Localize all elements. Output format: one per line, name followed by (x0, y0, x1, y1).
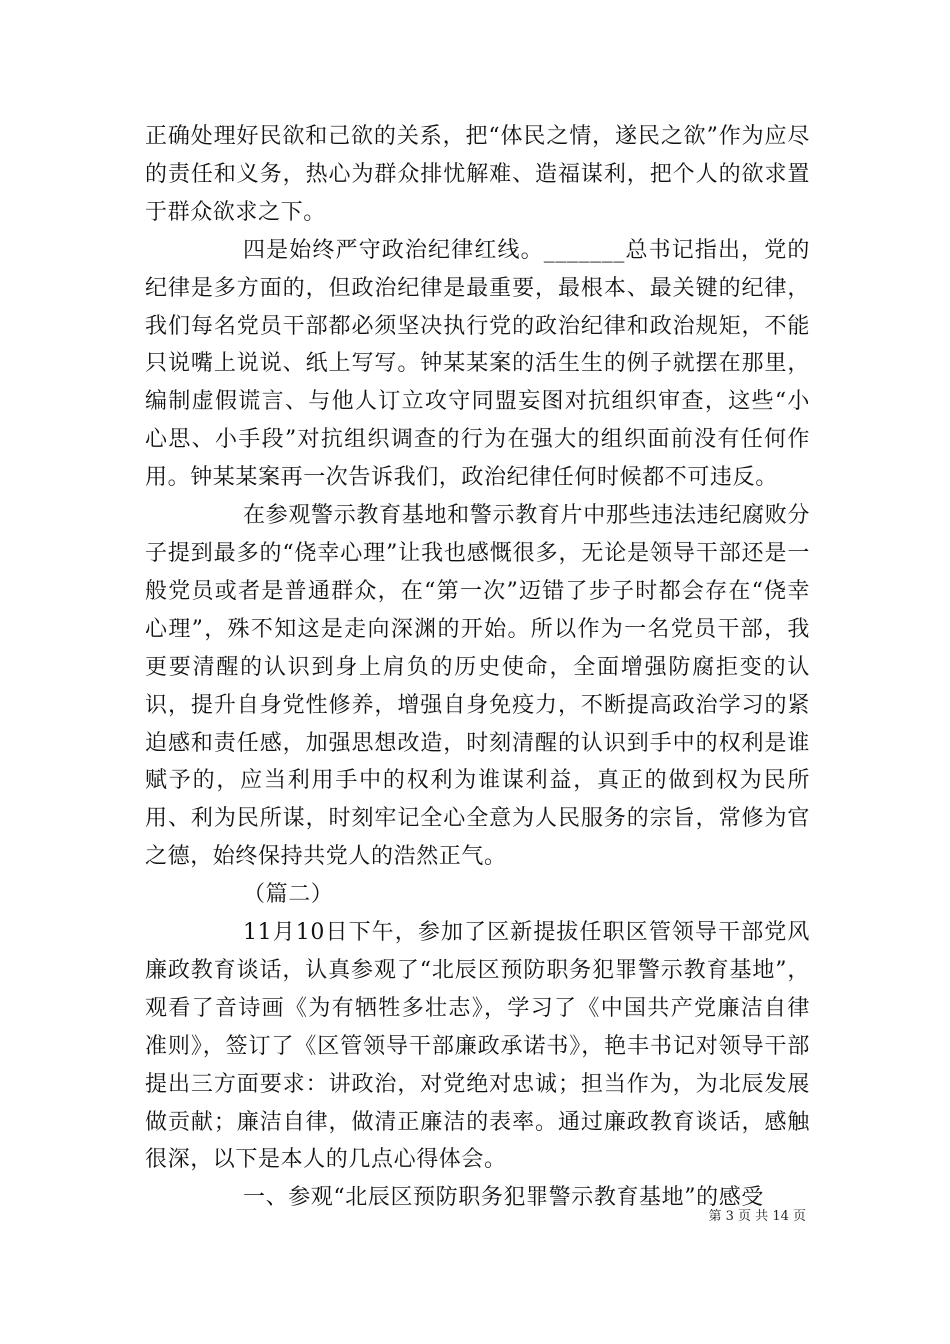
document-body (145, 118, 810, 1217)
page-number: 第 3 页 共 14 页 (708, 1209, 806, 1224)
paragraph-continuation: 正确处理好民欲和己欲的关系，把“体民之情，遂民之欲”作为应尽的责任和义务，热心为群众排忧解难、造福谋利，把个人的欲求置于群众欲求之下。 (145, 124, 810, 225)
section-heading-part-two: （篇二） (243, 882, 334, 908)
subheading-visit-impressions: 一、参观“北辰区预防职务犯罪警示教育基地”的感受 (243, 1185, 764, 1211)
paragraph-political-discipline: 四是始终严守政治纪律红线。_______总书记指出，党的纪律是多方面的，但政治纪律是最重要，最根本、最关键的纪律，我们每名党员干部都必须坚决执行党的政治纪律和政治规矩，不能只说嘴上说说、纸上写写。钟某某案的活生生的例子就摆在那里，编制虚假谎言、与他人订立攻守同盟妄图对抗组织审查，这些“小心思、小手段”对抗组织调查的行为在强大的组织面前没有任何作用。钟某某案再一次告诉我们，政治纪律任何时候都不可违反。 (145, 237, 810, 491)
paragraph-warning-education: 在参观警示教育基地和警示教育片中那些违法违纪腐败分子提到最多的“侥幸心理”让我也感慨很多，无论是领导干部还是一般党员或者是普通群众，在“第一次”迈错了步子时都会存在“侥幸心理”，殊不知这是走向深渊的开始。所以作为一名党员干部，我更要清醒的认识到身上肩负的历史使命，全面增强防腐拒变的认识，提升自身党性修养，增强自身免疫力，不断提高政治学习的紧迫感和责任感，加强思想改造，时刻清醒的认识到手中的权利是谁赋予的，应当利用手中的权利为谁谋利益，真正的做到权为民所用、利为民所谋，时刻牢记全心全意为人民服务的宗旨，常修为官之德，始终保持共党人的浩然正气。 (145, 503, 810, 870)
paragraph-integrity-talk: 11月10日下午，参加了区新提拔任职区管领导干部党风廉政教育谈话，认真参观了“北辰区预防职务犯罪警示教育基地”，观看了音诗画《为有牺牲多壮志》，学习了《中国共产党廉洁自律准则》，签订了《区管领导干部廉政承诺书》，艳丰书记对领导干部提出三方面要求：讲政治，对党绝对忠诚；担当作为，为北辰发展做贡献；廉洁自律，做清正廉洁的表率。通过廉政教育谈话，感触很深，以下是本人的几点心得体会。 (145, 920, 810, 1173)
